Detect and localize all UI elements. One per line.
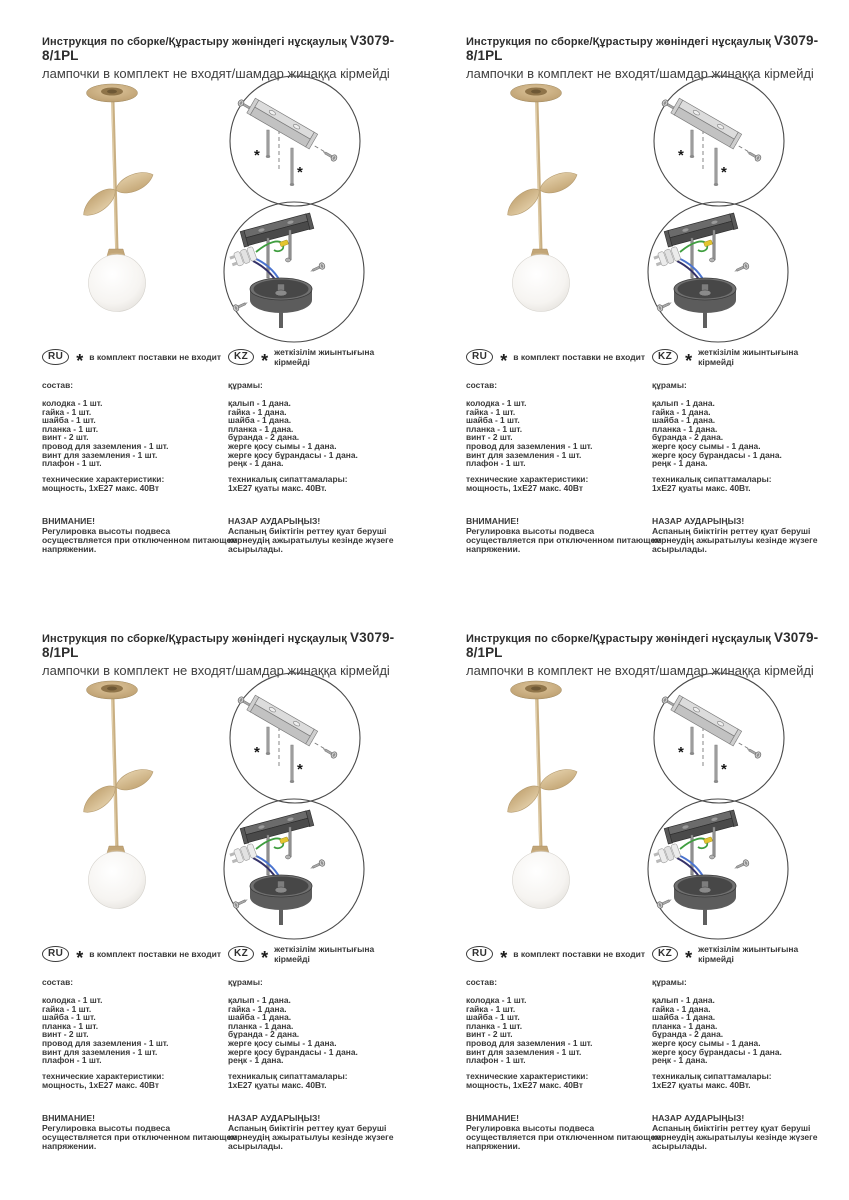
mounting-bracket bbox=[247, 98, 318, 149]
list-item: планка - 1 дана. bbox=[228, 1020, 294, 1031]
list-item: гайка - 1 дана. bbox=[652, 1003, 711, 1014]
canopy-rod bbox=[279, 909, 283, 925]
kz-warning-text: Аспаның биіктігін реттеу қуат беруші кернеудің ажыратылуы кезінде жүзеге асырылады. bbox=[652, 1123, 818, 1152]
instruction-sheet bbox=[0, 597, 424, 1200]
kz-warning-text: Аспаның биіктігін реттеу қуат беруші кернеудің ажыратылуы кезінде жүзеге асырылады. bbox=[228, 526, 394, 555]
list-item: гайка - 1 дана. bbox=[652, 406, 711, 417]
kz-specs-value: 1хЕ27 қуаты макс. 40Вт. bbox=[652, 1079, 751, 1090]
screw-icon bbox=[309, 262, 326, 275]
ru-language-badge: RU bbox=[466, 349, 493, 365]
ru-parts-list bbox=[42, 996, 226, 1065]
asterisk-mark: * bbox=[685, 350, 693, 371]
ru-specs bbox=[42, 1072, 226, 1090]
kz-parts-list bbox=[652, 996, 826, 1065]
asterisk-mark: * bbox=[721, 761, 727, 778]
mounting-bracket bbox=[671, 695, 742, 746]
model-number: V3079-8/1PL bbox=[42, 33, 395, 63]
mounting-bracket-diagram bbox=[652, 74, 786, 208]
ground-wire bbox=[256, 838, 283, 849]
list-item: қалып - 1 дана. bbox=[652, 995, 715, 1005]
kz-not-included-note: жеткізілім жиынтығына кірмейді bbox=[274, 346, 375, 367]
kz-badge-row bbox=[228, 346, 402, 371]
kz-badge-row bbox=[652, 346, 826, 371]
list-item: гайка - 1 шт. bbox=[466, 406, 516, 417]
kz-parts-list-title: құрамы: bbox=[652, 380, 687, 390]
kz-parts-list-title: құрамы: bbox=[652, 977, 687, 987]
lamp-rod bbox=[113, 691, 117, 850]
ru-parts-list-title: состав: bbox=[42, 380, 74, 390]
kz-specs-title: техникалық сипаттамалары: bbox=[652, 1070, 772, 1081]
list-item: винт - 2 шт. bbox=[42, 432, 89, 443]
asterisk-mark: * bbox=[254, 744, 260, 761]
ground-terminal bbox=[280, 837, 289, 844]
kz-specs bbox=[228, 1072, 402, 1090]
stud-left bbox=[690, 130, 694, 158]
wiring-diagram bbox=[222, 797, 366, 941]
ground-wire bbox=[680, 838, 707, 849]
list-item: бұранда - 2 дана. bbox=[228, 1029, 300, 1040]
asterisk-mark: * bbox=[297, 164, 303, 181]
list-item: шайба - 1 шт. bbox=[42, 415, 96, 426]
ru-badge-row bbox=[466, 348, 650, 371]
terminal-block bbox=[653, 246, 681, 268]
ru-column bbox=[42, 348, 226, 492]
kz-specs-value: 1хЕ27 қуаты макс. 40Вт. bbox=[228, 482, 327, 493]
nut-icon bbox=[285, 258, 290, 262]
mounting-bracket-diagram bbox=[228, 74, 362, 208]
list-item: провод для заземления - 1 шт. bbox=[42, 1037, 169, 1048]
sheet-subtitle: лампочки в комплект не входят/шамдар жинаққа кірмейді bbox=[42, 663, 390, 678]
ru-not-included-note: в комплект поставки не входит bbox=[513, 948, 646, 959]
list-item: плафон - 1 шт. bbox=[42, 1055, 102, 1066]
kz-language-badge: KZ bbox=[652, 349, 678, 365]
ru-parts-list bbox=[42, 399, 226, 468]
ru-language-badge: RU bbox=[42, 946, 69, 962]
screw-icon bbox=[656, 897, 673, 910]
asterisk-mark: * bbox=[76, 350, 84, 371]
list-item: планка - 1 дана. bbox=[228, 423, 294, 434]
ru-specs-value: мощность, 1хЕ27 макс. 40Вт bbox=[466, 482, 583, 493]
kz-warning-title: НАЗАР АУДАРЫҢЫЗ! bbox=[228, 516, 321, 526]
glass-globe bbox=[89, 255, 146, 312]
mounting-bracket-diagram bbox=[228, 671, 362, 805]
mounting-bracket-diagram bbox=[652, 671, 786, 805]
ru-warning bbox=[42, 1113, 238, 1152]
canopy-rod bbox=[703, 312, 707, 328]
list-item: шайба - 1 дана. bbox=[652, 415, 716, 426]
stud-right bbox=[289, 827, 291, 857]
list-item: винт для заземления - 1 шт. bbox=[42, 1046, 158, 1057]
ru-specs bbox=[42, 475, 226, 493]
list-item: шайба - 1 шт. bbox=[42, 1012, 96, 1023]
screw-icon bbox=[733, 859, 750, 872]
leaf-right bbox=[113, 765, 156, 795]
list-item: винт для заземления - 1 шт. bbox=[42, 449, 158, 460]
sheet-title bbox=[466, 33, 849, 63]
list-item: реңк - 1 дана. bbox=[652, 458, 708, 469]
ru-specs-title: технические характеристики: bbox=[466, 1070, 589, 1081]
ru-specs-title: технические характеристики: bbox=[466, 473, 589, 484]
ru-specs-value: мощность, 1хЕ27 макс. 40Вт bbox=[42, 1079, 159, 1090]
list-item: планка - 1 шт. bbox=[42, 1020, 99, 1031]
ru-warning-title: ВНИМАНИЕ! bbox=[466, 516, 519, 526]
list-item: гайка - 1 дана. bbox=[228, 1003, 287, 1014]
nut-icon bbox=[709, 258, 714, 262]
ru-specs bbox=[466, 1072, 650, 1090]
list-item: гайка - 1 дана. bbox=[228, 406, 287, 417]
canopy-cup bbox=[674, 278, 736, 328]
stud-right bbox=[290, 148, 294, 186]
asterisk-mark: * bbox=[261, 947, 269, 968]
asterisk-mark: * bbox=[500, 947, 508, 968]
list-item: планка - 1 шт. bbox=[466, 423, 523, 434]
list-item: гайка - 1 шт. bbox=[42, 1003, 92, 1014]
list-item: винт - 2 шт. bbox=[466, 432, 513, 443]
list-item: провод для заземления - 1 шт. bbox=[42, 440, 169, 451]
instruction-sheet bbox=[424, 0, 849, 597]
ru-column bbox=[466, 348, 650, 492]
list-item: провод для заземления - 1 шт. bbox=[466, 1037, 593, 1048]
asterisk-mark: * bbox=[678, 744, 684, 761]
sheet-subtitle: лампочки в комплект не входят/шамдар жинаққа кірмейді bbox=[42, 66, 390, 81]
kz-warning bbox=[228, 1113, 408, 1152]
asterisk-mark: * bbox=[721, 164, 727, 181]
ru-parts-list-title: состав: bbox=[466, 977, 498, 987]
list-item: бұранда - 2 дана. bbox=[228, 432, 300, 443]
mounting-bracket bbox=[247, 695, 318, 746]
list-item: планка - 1 шт. bbox=[466, 1020, 523, 1031]
stud-left bbox=[690, 727, 694, 755]
sheet-subtitle: лампочки в комплект не входят/шамдар жинаққа кірмейді bbox=[466, 66, 814, 81]
list-item: колодка - 1 шт. bbox=[42, 398, 103, 408]
glass-globe bbox=[513, 255, 570, 312]
screw-icon bbox=[232, 300, 249, 313]
list-item: плафон - 1 шт. bbox=[42, 458, 102, 469]
list-item: жерге қосу сымы - 1 дана. bbox=[652, 1037, 761, 1048]
screw-icon bbox=[733, 262, 750, 275]
list-item: провод для заземления - 1 шт. bbox=[466, 440, 593, 451]
kz-column bbox=[228, 348, 402, 492]
kz-warning bbox=[652, 1113, 832, 1152]
sheet-title bbox=[42, 630, 424, 660]
ru-warning-text: Регулировка высоты подвеса осуществляется при отключенном питающем напряжении. bbox=[42, 1123, 238, 1152]
ground-wire bbox=[256, 241, 283, 252]
list-item: қалып - 1 дана. bbox=[652, 398, 715, 408]
ru-warning-text: Регулировка высоты подвеса осуществляется при отключенном питающем напряжении. bbox=[466, 1123, 662, 1152]
ground-terminal bbox=[280, 240, 289, 247]
kz-specs bbox=[652, 475, 826, 493]
sheet-title bbox=[42, 33, 424, 63]
model-number: V3079-8/1PL bbox=[466, 33, 819, 63]
canopy-cup bbox=[250, 875, 312, 925]
kz-parts-list bbox=[228, 996, 402, 1065]
canopy-cup bbox=[250, 278, 312, 328]
ru-not-included-note: в комплект поставки не входит bbox=[513, 351, 646, 362]
sheet-title bbox=[466, 630, 849, 660]
ru-warning-title: ВНИМАНИЕ! bbox=[42, 1113, 95, 1123]
stud-right bbox=[714, 148, 718, 186]
kz-column bbox=[652, 348, 826, 492]
list-item: планка - 1 дана. bbox=[652, 1020, 718, 1031]
ru-badge-row bbox=[42, 945, 226, 968]
terminal-block bbox=[229, 246, 257, 268]
ru-specs-value: мощность, 1хЕ27 макс. 40Вт bbox=[466, 1079, 583, 1090]
list-item: жерге қосу сымы - 1 дана. bbox=[652, 440, 761, 451]
ru-specs-title: технические характеристики: bbox=[42, 1070, 165, 1081]
sheet-title-text: Инструкция по сборке/Құрастыру жөніндегі нұсқаулық bbox=[42, 633, 351, 645]
pendant-lamp-illustration bbox=[480, 676, 610, 928]
canopy-rod bbox=[279, 312, 283, 328]
kz-warning-text: Аспаның биіктігін реттеу қуат беруші кернеудің ажыратылуы кезінде жүзеге асырылады. bbox=[228, 1123, 394, 1152]
ru-specs bbox=[466, 475, 650, 493]
glass-globe bbox=[89, 852, 146, 909]
ru-parts-list-title: состав: bbox=[466, 380, 498, 390]
asterisk-mark: * bbox=[76, 947, 84, 968]
list-item: бұранда - 2 дана. bbox=[652, 1029, 724, 1040]
kz-column bbox=[228, 945, 402, 1089]
ru-warning-title: ВНИМАНИЕ! bbox=[466, 1113, 519, 1123]
kz-warning bbox=[228, 516, 408, 555]
ru-language-badge: RU bbox=[466, 946, 493, 962]
screw-icon bbox=[309, 859, 326, 872]
mounting-bracket bbox=[671, 98, 742, 149]
wiring-diagram bbox=[646, 797, 790, 941]
ru-warning bbox=[466, 516, 662, 555]
kz-specs-title: техникалық сипаттамалары: bbox=[228, 473, 348, 484]
kz-warning-title: НАЗАР АУДАРЫҢЫЗ! bbox=[652, 516, 745, 526]
ru-parts-list-title: состав: bbox=[42, 977, 74, 987]
ground-wire bbox=[680, 241, 707, 252]
list-item: жерге қосу бұрандасы - 1 дана. bbox=[652, 1046, 782, 1057]
stud-right bbox=[713, 827, 715, 857]
ru-parts-list bbox=[466, 996, 650, 1065]
ground-terminal bbox=[704, 837, 713, 844]
sheet-subtitle: лампочки в комплект не входят/шамдар жинаққа кірмейді bbox=[466, 663, 814, 678]
stud-left bbox=[266, 130, 270, 158]
sheet-title-text: Инструкция по сборке/Құрастыру жөніндегі нұсқаулық bbox=[466, 633, 775, 645]
list-item: реңк - 1 дана. bbox=[228, 458, 284, 469]
lamp-rod bbox=[537, 691, 541, 850]
list-item: планка - 1 шт. bbox=[42, 423, 99, 434]
nut-icon bbox=[285, 855, 290, 859]
kz-parts-list bbox=[652, 399, 826, 468]
stud-right bbox=[289, 230, 291, 260]
ru-language-badge: RU bbox=[42, 349, 69, 365]
kz-parts-list-title: құрамы: bbox=[228, 977, 263, 987]
kz-not-included-note: жеткізілім жиынтығына кірмейді bbox=[698, 943, 799, 964]
asterisk-mark: * bbox=[500, 350, 508, 371]
kz-badge-row bbox=[228, 943, 402, 968]
ru-warning-text: Регулировка высоты подвеса осуществляется при отключенном питающем напряжении. bbox=[466, 526, 662, 555]
ru-warning-text: Регулировка высоты подвеса осуществляется при отключенном питающем напряжении. bbox=[42, 526, 238, 555]
list-item: шайба - 1 дана. bbox=[228, 1012, 292, 1023]
list-item: шайба - 1 дана. bbox=[228, 415, 292, 426]
kz-parts-list bbox=[228, 399, 402, 468]
instruction-sheet bbox=[0, 0, 424, 597]
sheet-title-text: Инструкция по сборке/Құрастыру жөніндегі нұсқаулық bbox=[42, 36, 351, 48]
kz-specs-title: техникалық сипаттамалары: bbox=[228, 1070, 348, 1081]
kz-warning-title: НАЗАР АУДАРЫҢЫЗ! bbox=[652, 1113, 745, 1123]
ru-specs-value: мощность, 1хЕ27 макс. 40Вт bbox=[42, 482, 159, 493]
list-item: шайба - 1 шт. bbox=[466, 415, 520, 426]
ru-column bbox=[466, 945, 650, 1089]
pendant-lamp-illustration bbox=[56, 79, 186, 331]
list-item: гайка - 1 шт. bbox=[42, 406, 92, 417]
terminal-block bbox=[229, 843, 257, 865]
canopy-rod bbox=[703, 909, 707, 925]
model-number: V3079-8/1PL bbox=[42, 630, 395, 660]
list-item: жерге қосу бұрандасы - 1 дана. bbox=[228, 449, 358, 460]
asterisk-mark: * bbox=[254, 147, 260, 164]
wiring-diagram bbox=[646, 200, 790, 344]
list-item: жерге қосу бұрандасы - 1 дана. bbox=[228, 1046, 358, 1057]
ru-warning bbox=[42, 516, 238, 555]
list-item: реңк - 1 дана. bbox=[652, 1055, 708, 1066]
lamp-rod bbox=[537, 94, 541, 253]
stud-right bbox=[290, 745, 294, 783]
canopy-cup bbox=[674, 875, 736, 925]
kz-parts-list-title: құрамы: bbox=[228, 380, 263, 390]
list-item: шайба - 1 шт. bbox=[466, 1012, 520, 1023]
screw-icon bbox=[232, 897, 249, 910]
asterisk-mark: * bbox=[297, 761, 303, 778]
ru-column bbox=[42, 945, 226, 1089]
pendant-lamp-illustration bbox=[56, 676, 186, 928]
list-item: гайка - 1 шт. bbox=[466, 1003, 516, 1014]
leaf-right bbox=[113, 168, 156, 198]
pendant-lamp-illustration bbox=[480, 79, 610, 331]
list-item: реңк - 1 дана. bbox=[228, 1055, 284, 1066]
kz-not-included-note: жеткізілім жиынтығына кірмейді bbox=[698, 346, 799, 367]
list-item: колодка - 1 шт. bbox=[42, 995, 103, 1005]
leaf-right bbox=[537, 168, 580, 198]
kz-specs bbox=[652, 1072, 826, 1090]
kz-language-badge: KZ bbox=[228, 349, 254, 365]
list-item: плафон - 1 шт. bbox=[466, 458, 526, 469]
list-item: жерге қосу сымы - 1 дана. bbox=[228, 440, 337, 451]
kz-language-badge: KZ bbox=[228, 946, 254, 962]
list-item: бұранда - 2 дана. bbox=[652, 432, 724, 443]
kz-specs-title: техникалық сипаттамалары: bbox=[652, 473, 772, 484]
lamp-rod bbox=[113, 94, 117, 253]
asterisk-mark: * bbox=[678, 147, 684, 164]
asterisk-mark: * bbox=[261, 350, 269, 371]
terminal-block bbox=[653, 843, 681, 865]
list-item: жерге қосу сымы - 1 дана. bbox=[228, 1037, 337, 1048]
kz-specs-value: 1хЕ27 қуаты макс. 40Вт. bbox=[652, 482, 751, 493]
sheet-title-text: Инструкция по сборке/Құрастыру жөніндегі нұсқаулық bbox=[466, 36, 775, 48]
ru-badge-row bbox=[42, 348, 226, 371]
list-item: планка - 1 дана. bbox=[652, 423, 718, 434]
kz-specs-value: 1хЕ27 қуаты макс. 40Вт. bbox=[228, 1079, 327, 1090]
screw-icon bbox=[656, 300, 673, 313]
asterisk-mark: * bbox=[685, 947, 693, 968]
instruction-sheet bbox=[424, 597, 849, 1200]
kz-warning-text: Аспаның биіктігін реттеу қуат беруші кернеудің ажыратылуы кезінде жүзеге асырылады. bbox=[652, 526, 818, 555]
stud-left bbox=[266, 727, 270, 755]
kz-column bbox=[652, 945, 826, 1089]
list-item: плафон - 1 шт. bbox=[466, 1055, 526, 1066]
model-number: V3079-8/1PL bbox=[466, 630, 819, 660]
stud-right bbox=[713, 230, 715, 260]
list-item: шайба - 1 дана. bbox=[652, 1012, 716, 1023]
ru-specs-title: технические характеристики: bbox=[42, 473, 165, 484]
kz-warning bbox=[652, 516, 832, 555]
list-item: қалып - 1 дана. bbox=[228, 398, 291, 408]
kz-language-badge: KZ bbox=[652, 946, 678, 962]
ru-not-included-note: в комплект поставки не входит bbox=[89, 351, 222, 362]
list-item: қалып - 1 дана. bbox=[228, 995, 291, 1005]
list-item: винт - 2 шт. bbox=[42, 1029, 89, 1040]
ground-terminal bbox=[704, 240, 713, 247]
stud-right bbox=[714, 745, 718, 783]
list-item: винт для заземления - 1 шт. bbox=[466, 449, 582, 460]
leaf-right bbox=[537, 765, 580, 795]
list-item: жерге қосу бұрандасы - 1 дана. bbox=[652, 449, 782, 460]
ru-not-included-note: в комплект поставки не входит bbox=[89, 948, 222, 959]
wiring-diagram bbox=[222, 200, 366, 344]
kz-not-included-note: жеткізілім жиынтығына кірмейді bbox=[274, 943, 375, 964]
ru-parts-list bbox=[466, 399, 650, 468]
list-item: винт - 2 шт. bbox=[466, 1029, 513, 1040]
glass-globe bbox=[513, 852, 570, 909]
ru-warning-title: ВНИМАНИЕ! bbox=[42, 516, 95, 526]
ru-badge-row bbox=[466, 945, 650, 968]
kz-badge-row bbox=[652, 943, 826, 968]
ru-warning bbox=[466, 1113, 662, 1152]
nut-icon bbox=[709, 855, 714, 859]
kz-warning-title: НАЗАР АУДАРЫҢЫЗ! bbox=[228, 1113, 321, 1123]
kz-specs bbox=[228, 475, 402, 493]
list-item: колодка - 1 шт. bbox=[466, 995, 527, 1005]
list-item: винт для заземления - 1 шт. bbox=[466, 1046, 582, 1057]
list-item: колодка - 1 шт. bbox=[466, 398, 527, 408]
